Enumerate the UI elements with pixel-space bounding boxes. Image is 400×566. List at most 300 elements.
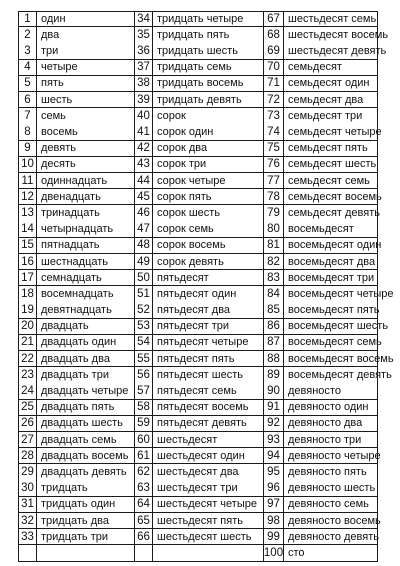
row-number: 31 — [18, 497, 37, 513]
table-row — [263, 383, 378, 399]
row-number: 26 — [18, 416, 37, 432]
table-row — [134, 513, 264, 529]
table-row — [263, 11, 378, 27]
table-row — [263, 108, 378, 124]
row-number: 38 — [134, 76, 153, 92]
table-row — [263, 480, 378, 496]
row-word: сорок девять — [152, 254, 264, 270]
row-number: 23 — [18, 367, 37, 383]
table-row — [263, 513, 381, 529]
row-word: сорок пять — [152, 189, 264, 205]
table-row — [18, 189, 135, 205]
row-number: 18 — [18, 286, 37, 302]
row-word: сорок два — [152, 141, 264, 157]
row-word: девятнадцать — [36, 302, 135, 318]
row-number: 25 — [18, 400, 37, 416]
row-word: пятьдесят восемь — [152, 400, 264, 416]
row-number: 76 — [263, 157, 284, 173]
table-row — [263, 27, 389, 43]
row-number: 67 — [263, 11, 284, 27]
row-word: тридцать восемь — [152, 76, 264, 92]
row-word: восемьдесят пять — [283, 302, 378, 318]
table-row — [134, 11, 264, 27]
row-number: 5 — [18, 76, 37, 92]
row-word: шестьдесят — [152, 432, 264, 448]
table-row — [18, 27, 135, 43]
row-word: четыре — [36, 60, 135, 76]
row-number: 56 — [134, 367, 153, 383]
empty-row — [134, 545, 264, 561]
row-number: 3 — [18, 43, 37, 59]
row-word: сто — [283, 545, 378, 561]
table-row — [134, 319, 264, 335]
row-word: семьдесят семь — [283, 173, 378, 189]
table-row — [134, 383, 264, 399]
table-row — [18, 108, 135, 124]
row-number: 43 — [134, 157, 153, 173]
row-word: восемьдесят шесть — [283, 319, 378, 335]
table-row — [263, 335, 382, 351]
row-word: тридцать два — [36, 513, 135, 529]
row-number: 51 — [134, 286, 153, 302]
table-row — [263, 432, 378, 448]
row-number: 8 — [18, 124, 37, 140]
row-number: 13 — [18, 205, 37, 221]
row-word: тридцать пять — [152, 27, 264, 43]
table-row — [263, 141, 378, 157]
row-number: 61 — [134, 448, 153, 464]
row-number: 11 — [18, 173, 37, 189]
row-number: 98 — [263, 513, 284, 529]
table-row — [18, 416, 135, 432]
row-word: шестьдесят три — [152, 480, 264, 496]
row-word: пятьдесят — [152, 270, 264, 286]
row-number: 14 — [18, 221, 37, 237]
row-word: восемьдесят девять — [283, 367, 378, 383]
row-number: 4 — [18, 60, 37, 76]
row-number: 89 — [263, 367, 284, 383]
table-row — [263, 545, 378, 561]
row-number: 22 — [18, 351, 37, 367]
table-row — [134, 92, 264, 108]
row-number: 91 — [263, 400, 284, 416]
table-row — [134, 432, 264, 448]
row-word: девяносто — [283, 383, 378, 399]
table-row — [134, 351, 264, 367]
row-number: 87 — [263, 335, 284, 351]
row-word: пятьдесят три — [152, 319, 264, 335]
row-word: восемьдесят восемь — [283, 351, 378, 367]
row-number: 55 — [134, 351, 153, 367]
table-row — [18, 367, 135, 383]
row-word: девяносто два — [283, 416, 378, 432]
row-number: 84 — [263, 286, 284, 302]
row-number: 83 — [263, 270, 284, 286]
row-word: восемьдесят два — [283, 254, 378, 270]
row-word: восемьдесят семь — [283, 335, 378, 351]
row-word: шестьдесят восемь — [283, 27, 378, 43]
row-number: 95 — [263, 464, 284, 480]
row-word: девяносто шесть — [283, 480, 378, 496]
row-word: сорок четыре — [152, 173, 264, 189]
row-word: шестнадцать — [36, 254, 135, 270]
row-word: тридцать четыре — [152, 11, 264, 27]
table-row — [263, 189, 382, 205]
table-column-3 — [263, 11, 394, 561]
row-number: 69 — [263, 43, 284, 59]
table-row — [18, 432, 135, 448]
row-number: 71 — [263, 76, 284, 92]
row-word: девяносто восемь — [283, 513, 378, 529]
row-number: 40 — [134, 108, 153, 124]
table-row — [134, 448, 264, 464]
row-number: 12 — [18, 189, 37, 205]
row-number: 41 — [134, 124, 153, 140]
row-number: 80 — [263, 221, 284, 237]
row-word: восемьдесят три — [283, 270, 378, 286]
table-row — [134, 400, 264, 416]
table-row — [134, 124, 264, 140]
table-row — [134, 416, 264, 432]
row-word: двадцать один — [36, 335, 135, 351]
table-row — [134, 497, 264, 513]
row-number: 48 — [134, 238, 153, 254]
row-word: семнадцать — [36, 270, 135, 286]
row-word: восемьдесят один — [283, 238, 378, 254]
row-number: 9 — [18, 141, 37, 157]
row-word: сорок — [152, 108, 264, 124]
row-word: сорок один — [152, 124, 264, 140]
row-word: один — [36, 11, 135, 27]
table-row — [263, 238, 382, 254]
table-row — [134, 173, 264, 189]
row-number: 66 — [134, 529, 153, 545]
table-row — [263, 173, 378, 189]
row-word: двадцать шесть — [36, 416, 135, 432]
row-number: 35 — [134, 27, 153, 43]
table-row — [134, 302, 264, 318]
row-number: 46 — [134, 205, 153, 221]
row-number: 44 — [134, 173, 153, 189]
table-row — [263, 205, 378, 221]
row-word: девяносто пять — [283, 464, 378, 480]
row-word: девяносто семь — [283, 497, 378, 513]
row-number: 1 — [18, 11, 37, 27]
row-number: 15 — [18, 238, 37, 254]
row-word: семьдесят — [283, 60, 378, 76]
empty-row — [18, 545, 135, 561]
row-number: 97 — [263, 497, 284, 513]
row-number: 82 — [263, 254, 284, 270]
table-row — [18, 319, 135, 335]
table-row — [18, 351, 135, 367]
row-word: тридцать три — [36, 529, 135, 545]
row-word: пятнадцать — [36, 238, 135, 254]
row-number: 50 — [134, 270, 153, 286]
row-number: 37 — [134, 60, 153, 76]
row-word: пятьдесят два — [152, 302, 264, 318]
table-row — [18, 529, 135, 545]
table-row — [263, 448, 381, 464]
row-number: 19 — [18, 302, 37, 318]
table-row — [263, 351, 394, 367]
table-row — [134, 464, 264, 480]
table-row — [18, 141, 135, 157]
row-word: шестьдесят семь — [283, 11, 378, 27]
row-number: 96 — [263, 480, 284, 496]
table-row — [18, 173, 135, 189]
row-number: 57 — [134, 383, 153, 399]
table-row — [18, 448, 135, 464]
row-word: три — [36, 43, 135, 59]
row-word: девяносто четыре — [283, 448, 378, 464]
row-word: семьдесят шесть — [283, 157, 378, 173]
row-word: четырнадцать — [36, 221, 135, 237]
table-row — [18, 286, 135, 302]
row-word: пятьдесят шесть — [152, 367, 264, 383]
table-row — [263, 43, 387, 59]
row-word: пятьдесят четыре — [152, 335, 264, 351]
table-row — [263, 367, 392, 383]
table-row — [18, 270, 135, 286]
table-row — [18, 11, 135, 27]
table-row — [263, 497, 378, 513]
empty-word-cell — [152, 545, 264, 561]
table-row — [134, 27, 264, 43]
table-row — [263, 302, 378, 318]
table-row — [263, 319, 389, 335]
row-word: двадцать семь — [36, 432, 135, 448]
table-row — [134, 335, 264, 351]
row-word: сорок три — [152, 157, 264, 173]
number-words-table — [18, 11, 394, 561]
row-number: 36 — [134, 43, 153, 59]
row-word: пять — [36, 76, 135, 92]
row-number: 79 — [263, 205, 284, 221]
row-number: 54 — [134, 335, 153, 351]
table-row — [134, 270, 264, 286]
row-number: 20 — [18, 319, 37, 335]
table-row — [263, 529, 378, 545]
row-word: восемьдесят четыре — [283, 286, 378, 302]
row-number: 94 — [263, 448, 284, 464]
row-word: шестьдесят четыре — [152, 497, 264, 513]
table-row — [18, 157, 135, 173]
table-row — [18, 124, 135, 140]
row-number: 34 — [134, 11, 153, 27]
row-number: 58 — [134, 400, 153, 416]
table-row — [134, 205, 264, 221]
row-number: 39 — [134, 92, 153, 108]
row-word: пятьдесят девять — [152, 416, 264, 432]
row-word: двадцать пять — [36, 400, 135, 416]
row-word: двенадцать — [36, 189, 135, 205]
row-number: 33 — [18, 529, 37, 545]
row-word: тридцать шесть — [152, 43, 264, 59]
table-row — [18, 480, 135, 496]
row-word: сорок восемь — [152, 238, 264, 254]
row-word: десять — [36, 157, 135, 173]
table-row — [134, 189, 264, 205]
table-row — [134, 43, 264, 59]
table-column-1 — [18, 11, 135, 561]
table-row — [134, 221, 264, 237]
row-number: 64 — [134, 497, 153, 513]
row-number: 10 — [18, 157, 37, 173]
row-word: семьдесят три — [283, 108, 378, 124]
row-word: восемнадцать — [36, 286, 135, 302]
row-word: сорок семь — [152, 221, 264, 237]
table-row — [263, 157, 378, 173]
row-word: двадцать девять — [36, 464, 135, 480]
row-number: 100 — [263, 545, 284, 561]
row-number: 24 — [18, 383, 37, 399]
row-number: 45 — [134, 189, 153, 205]
row-word: семь — [36, 108, 135, 124]
row-number: 81 — [263, 238, 284, 254]
row-word: пятьдесят пять — [152, 351, 264, 367]
table-row — [18, 238, 135, 254]
row-number: 93 — [263, 432, 284, 448]
table-row — [134, 529, 264, 545]
row-number: 17 — [18, 270, 37, 286]
row-number: 7 — [18, 108, 37, 124]
table-column-2 — [134, 11, 264, 561]
row-number: 27 — [18, 432, 37, 448]
table-row — [263, 286, 394, 302]
row-word: двадцать — [36, 319, 135, 335]
row-number: 42 — [134, 141, 153, 157]
table-row — [18, 221, 135, 237]
table-row — [263, 464, 378, 480]
table-row — [18, 513, 135, 529]
row-word: семьдесят девять — [283, 205, 378, 221]
row-word: восемьдесят — [283, 221, 378, 237]
row-number: 49 — [134, 254, 153, 270]
table-row — [263, 416, 378, 432]
table-row — [134, 367, 264, 383]
table-row — [263, 60, 378, 76]
table-row — [18, 335, 135, 351]
row-word: одиннадцать — [36, 173, 135, 189]
row-number: 68 — [263, 27, 284, 43]
table-row — [263, 400, 378, 416]
row-word: семьдесят два — [283, 92, 378, 108]
row-word: семьдесят один — [283, 76, 378, 92]
row-number: 30 — [18, 480, 37, 496]
row-number: 92 — [263, 416, 284, 432]
row-word: семьдесят пять — [283, 141, 378, 157]
table-row — [18, 43, 135, 59]
row-number: 53 — [134, 319, 153, 335]
table-row — [134, 60, 264, 76]
row-number: 73 — [263, 108, 284, 124]
table-row — [134, 286, 264, 302]
table-row — [134, 108, 264, 124]
table-row — [134, 157, 264, 173]
row-number: 86 — [263, 319, 284, 335]
table-row — [134, 480, 264, 496]
row-word: шестьдесят два — [152, 464, 264, 480]
row-number: 28 — [18, 448, 37, 464]
row-word: двадцать четыре — [36, 383, 135, 399]
row-number: 99 — [263, 529, 284, 545]
table-row — [18, 60, 135, 76]
row-word: тридцать — [36, 480, 135, 496]
row-number: 72 — [263, 92, 284, 108]
row-number: 88 — [263, 351, 284, 367]
row-number: 90 — [263, 383, 284, 399]
row-number: 52 — [134, 302, 153, 318]
table-row — [18, 497, 135, 513]
table-row — [263, 254, 378, 270]
table-row — [263, 92, 378, 108]
table-row — [263, 124, 382, 140]
table-row — [18, 92, 135, 108]
table-row — [18, 464, 135, 480]
row-word: тридцать девять — [152, 92, 264, 108]
row-number: 78 — [263, 189, 284, 205]
row-word: семьдесят восемь — [283, 189, 378, 205]
row-word: двадцать два — [36, 351, 135, 367]
row-word: девяносто девять — [283, 529, 378, 545]
row-word: двадцать восемь — [36, 448, 135, 464]
row-word: шестьдесят шесть — [152, 529, 264, 545]
row-number: 85 — [263, 302, 284, 318]
row-word: девяносто три — [283, 432, 378, 448]
row-word: пятьдесят один — [152, 286, 264, 302]
table-row — [134, 254, 264, 270]
row-number: 59 — [134, 416, 153, 432]
row-word: шестьдесят один — [152, 448, 264, 464]
table-row — [134, 141, 264, 157]
row-number: 74 — [263, 124, 284, 140]
row-number: 77 — [263, 173, 284, 189]
table-row — [263, 270, 378, 286]
empty-number-cell — [18, 545, 37, 561]
row-word: девять — [36, 141, 135, 157]
empty-word-cell — [36, 545, 135, 561]
table-row — [263, 221, 378, 237]
table-row — [18, 205, 135, 221]
row-number: 47 — [134, 221, 153, 237]
row-word: девяносто один — [283, 400, 378, 416]
row-word: двадцать три — [36, 367, 135, 383]
row-word: сорок шесть — [152, 205, 264, 221]
row-word: два — [36, 27, 135, 43]
row-number: 29 — [18, 464, 37, 480]
table-row — [18, 383, 135, 399]
row-word: тринадцать — [36, 205, 135, 221]
row-word: семьдесят четыре — [283, 124, 378, 140]
row-number: 62 — [134, 464, 153, 480]
row-word: пятьдесят семь — [152, 383, 264, 399]
row-word: тридцать один — [36, 497, 135, 513]
table-row — [18, 254, 135, 270]
table-row — [18, 400, 135, 416]
row-number: 60 — [134, 432, 153, 448]
table-row — [134, 238, 264, 254]
table-row — [18, 76, 135, 92]
row-number: 75 — [263, 141, 284, 157]
row-word: тридцать семь — [152, 60, 264, 76]
table-row — [263, 76, 378, 92]
empty-number-cell — [134, 545, 153, 561]
row-word: восемь — [36, 124, 135, 140]
row-word: шестьдесят девять — [283, 43, 378, 59]
row-number: 16 — [18, 254, 37, 270]
row-number: 32 — [18, 513, 37, 529]
